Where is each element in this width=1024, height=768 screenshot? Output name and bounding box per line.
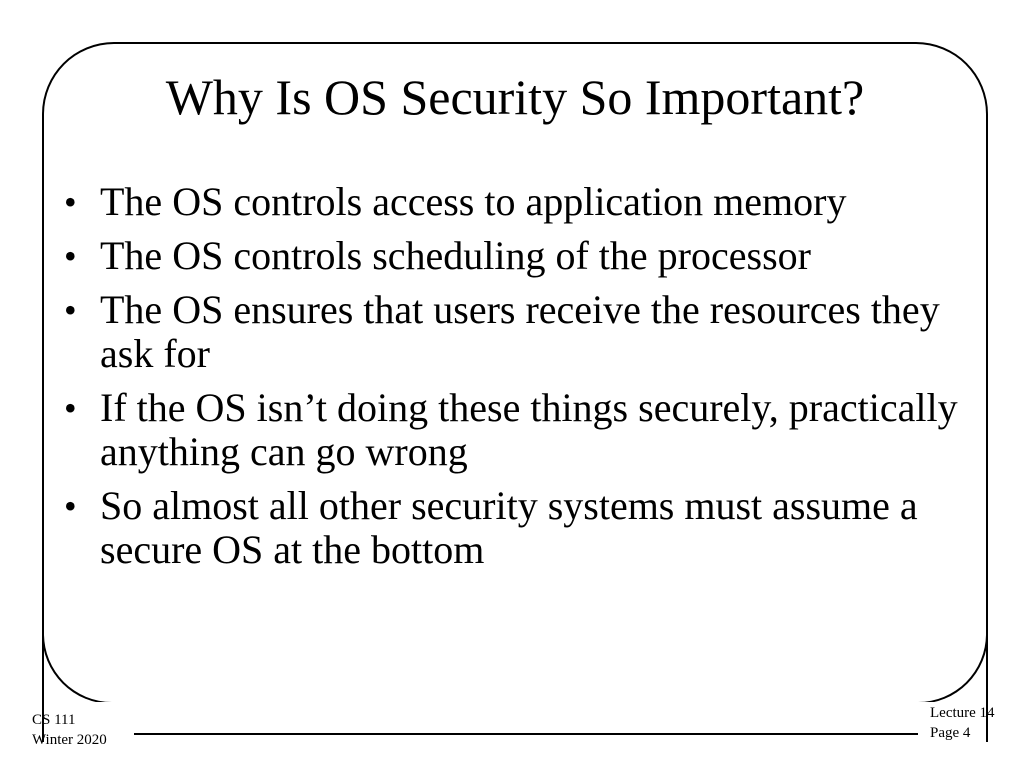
bullet-text: If the OS isn’t doing these things securely, practically anything can go wrong xyxy=(100,385,958,474)
footer-course-info xyxy=(32,710,107,750)
bullet-marker: • xyxy=(64,388,77,428)
bullet-marker: • xyxy=(64,290,77,330)
footer-rule xyxy=(134,733,918,735)
bullet-list xyxy=(52,180,962,582)
bullet-item xyxy=(52,288,962,376)
bullet-marker: • xyxy=(64,182,77,222)
bullet-item xyxy=(52,386,962,474)
lecture-number: Lecture 14 xyxy=(930,705,995,721)
bullet-text: The OS ensures that users receive the resources they ask for xyxy=(100,287,940,376)
bullet-item xyxy=(52,234,962,278)
course-term: Winter 2020 xyxy=(32,732,107,748)
bullet-text: The OS controls scheduling of the processor xyxy=(100,233,811,278)
page-number: Page 4 xyxy=(930,725,971,741)
bullet-marker: • xyxy=(64,486,77,526)
slide-title: Why Is OS Security So Important? xyxy=(165,69,865,125)
course-name: CS 111 xyxy=(32,712,76,728)
bullet-text: The OS controls access to application memory xyxy=(100,179,847,224)
footer-page-info xyxy=(930,703,995,743)
bullet-item xyxy=(52,484,962,572)
frame-mask xyxy=(60,702,965,712)
bullet-marker: • xyxy=(64,236,77,276)
bullet-item xyxy=(52,180,962,224)
bullet-text: So almost all other security systems must assume a secure OS at the bottom xyxy=(100,483,918,572)
